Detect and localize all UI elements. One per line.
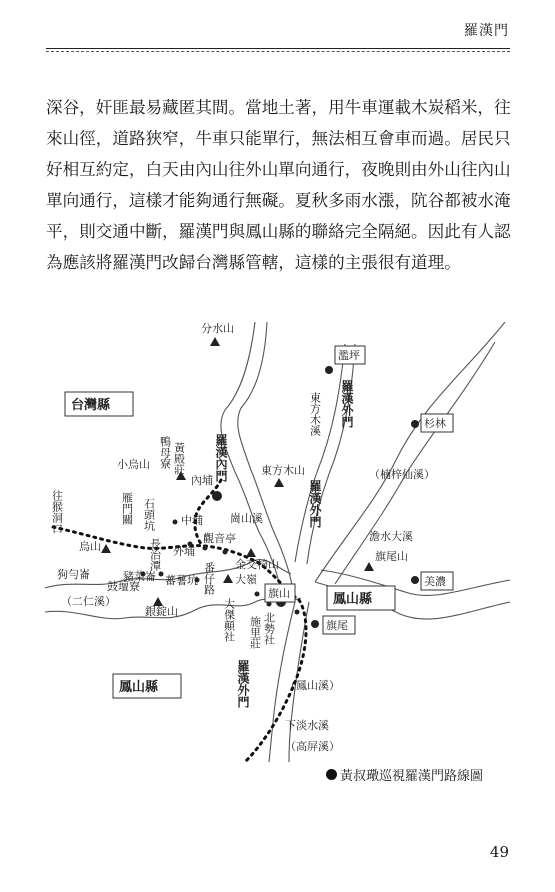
- map-label: （楠梓仙溪）: [369, 468, 435, 481]
- town-marker: [411, 420, 419, 428]
- village-marker: [159, 572, 164, 577]
- header-rule: [46, 48, 510, 49]
- map-label: 分水山: [201, 322, 234, 335]
- river-right-left: [295, 344, 345, 562]
- map-label-vertical: 大傑顛社: [222, 598, 236, 642]
- map-label-vertical: 羅漢外門: [340, 380, 354, 428]
- map-label: 內埔: [191, 474, 213, 487]
- map-label-vertical: 施里莊: [248, 616, 262, 649]
- village-marker: [223, 550, 228, 555]
- paragraph-line: 單向通行，這樣才能夠通行無礙。夏秋多雨水漲，阬谷都被水淹: [46, 191, 511, 210]
- map-label-vertical: 鴨母寮: [158, 436, 172, 469]
- map-label: 大嶺: [235, 573, 257, 586]
- running-head: 羅漢門: [464, 23, 509, 39]
- mountain-marker: [210, 337, 220, 346]
- map-markers: [101, 337, 419, 628]
- route-legend-dot: [326, 769, 337, 780]
- town-marker: [311, 620, 319, 628]
- map-label: 東方木山: [261, 464, 305, 477]
- river-main-right: [238, 322, 293, 592]
- paragraph-line: 平，則交通中斷，羅漢門與鳳山縣的聯絡完全隔絕。因此有人認: [46, 222, 511, 241]
- mountain-marker: [274, 478, 284, 487]
- mountain-marker: [101, 544, 111, 553]
- body-paragraph: [46, 92, 511, 278]
- mountain-marker: [223, 574, 233, 583]
- map-label: （高屏溪）: [285, 740, 340, 753]
- map-label: 烏山: [79, 540, 101, 553]
- paragraph-line: 為應該將羅漢門改歸台灣縣管轄，這樣的主張很有道理。: [46, 253, 461, 272]
- map-label-vertical: 北勢社: [262, 612, 276, 645]
- river-right-right: [307, 344, 355, 564]
- mountain-marker: [364, 562, 374, 571]
- map-label: （鳳山溪）: [285, 679, 340, 692]
- map-label: 觀音亭: [203, 532, 236, 545]
- map-label: 澹水大溪: [369, 530, 413, 543]
- county-label: 鳳山縣: [333, 592, 373, 607]
- header-rule-dashed: [46, 51, 510, 52]
- map-label: 金交椅山: [235, 558, 279, 571]
- map-label: 狗勻崙: [57, 568, 90, 581]
- town-marker: [325, 366, 333, 374]
- map-label: 蕃薯坑: [165, 574, 198, 587]
- river-right-branch: [335, 342, 495, 584]
- map-label-vertical: 黃殿莊: [172, 442, 186, 475]
- map-label: （二仁溪）: [61, 595, 116, 608]
- map-label-vertical: 東方木溪: [308, 392, 322, 436]
- town-marker: [212, 491, 222, 501]
- paragraph-line: 深谷，奸匪最易藏匿其間。當地土著，用牛車運載木炭稻米，往: [46, 98, 511, 117]
- village-marker: [173, 520, 178, 525]
- village-marker: [203, 546, 208, 551]
- paragraph-line: 來山徑，道路狹窄，牛車只能單行，無法相互會車而過。居民只: [46, 129, 511, 148]
- town-marker: [411, 576, 419, 584]
- map-label: 崗山溪: [230, 512, 263, 525]
- map-label: 銀錠山: [145, 605, 178, 618]
- map-label-vertical: 石頭坑: [142, 498, 156, 531]
- map-label: 小烏山: [117, 458, 150, 471]
- county-label: 鳳山縣: [119, 680, 159, 695]
- map-label: 杉林: [424, 417, 446, 430]
- page-number: 49: [489, 843, 509, 861]
- map-label: 旗尾山: [375, 550, 408, 563]
- village-marker: [295, 610, 300, 615]
- map-label-vertical: 雁門關: [120, 492, 134, 525]
- route-map: [45, 322, 510, 762]
- map-label-vertical: 羅漢內門: [214, 434, 228, 482]
- caption-text: 黃叔璥巡視羅漢門路線圖: [340, 769, 484, 784]
- map-label: 外埔: [173, 545, 195, 558]
- map-label: 美濃: [424, 575, 446, 588]
- map-label: 濫坪: [338, 349, 360, 362]
- map-label: 旗山: [268, 587, 290, 600]
- map-label-vertical: 番仔路: [202, 562, 216, 595]
- map-label: 下淡水溪: [285, 719, 329, 732]
- map-label-vertical: 往猴洞口: [50, 490, 64, 534]
- mountain-marker: [246, 548, 256, 557]
- map-label-vertical: 長治潭: [148, 538, 162, 571]
- county-label: 台灣縣: [71, 398, 111, 413]
- map-label: 鼓壇寮: [107, 580, 140, 593]
- paragraph-line: 好相互約定，白天由內山往外山單向通行，夜晚則由外山往內山: [46, 160, 511, 179]
- village-marker: [255, 592, 260, 597]
- map-caption: [326, 765, 483, 784]
- map-label: 豬菜崙: [123, 570, 156, 583]
- map-label: 中埔: [181, 514, 203, 527]
- map-label-vertical: 羅漢外門: [308, 480, 322, 528]
- map-label: 旗尾: [326, 619, 348, 632]
- map-label-vertical: 羅漢外門: [236, 660, 250, 708]
